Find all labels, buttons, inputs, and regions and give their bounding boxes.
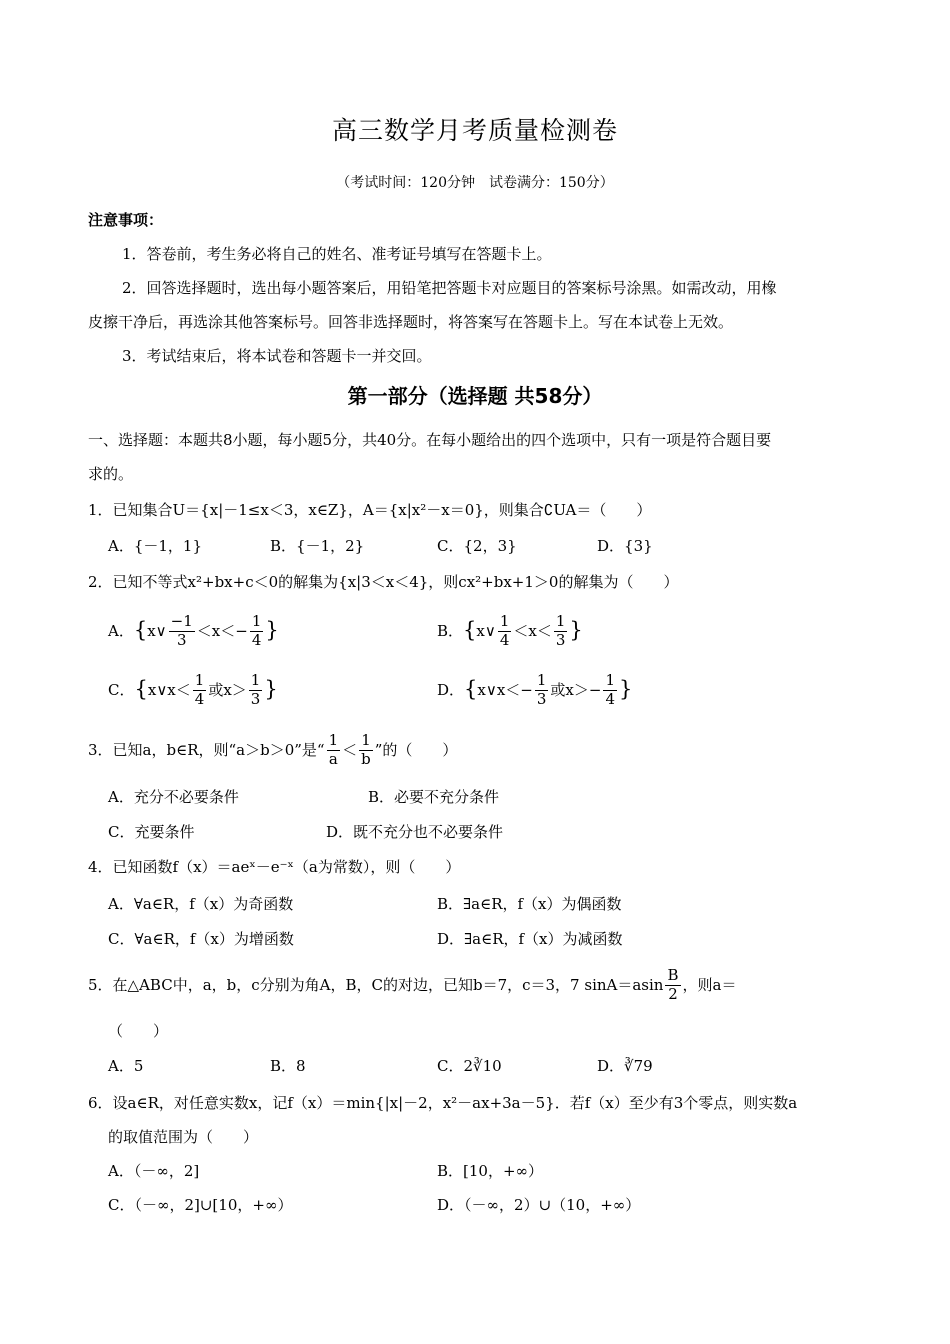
question-2-stem: 2．已知不等式x²+bx+c＜0的解集为{x|3＜x＜4}，则cx²+bx+1＞0的解集为（ ）: [88, 573, 679, 591]
fraction: [327, 732, 341, 768]
question-6-option-d: D．（－∞，2）∪（10，+∞）: [437, 1196, 641, 1214]
notice-item-2-line-2: 皮擦干净后，再选涂其他答案标号。回答非选择题时，将答案写在答题卡上。写在本试卷上无效。: [88, 313, 734, 331]
question-6-stem-line-2: 的取值范围为（ ）: [108, 1128, 259, 1146]
question-4-stem: 4．已知函数f（x）＝aeˣ－e⁻ˣ（a为常数），则（ ）: [88, 858, 461, 876]
fraction-numerator: 1: [361, 731, 371, 750]
fraction-denominator: 4: [605, 689, 615, 708]
fraction: [603, 672, 617, 708]
part1-intro-line-2: 求的。: [88, 465, 134, 483]
fraction-numerator: 1: [328, 731, 339, 750]
fraction-denominator: 3: [176, 630, 187, 649]
fraction-numerator: 1: [536, 671, 547, 690]
fraction-numerator: 1: [555, 612, 566, 631]
option-b-label: B．: [437, 622, 464, 640]
question-6-option-b: B．[10，+∞）: [437, 1162, 544, 1180]
question-3-option-c: C．充要条件: [108, 823, 195, 841]
brace-open: {: [133, 618, 148, 643]
fraction-denominator: b: [361, 749, 371, 768]
fraction-numerator: 1: [194, 671, 205, 690]
question-6-option-c: C．（－∞，2]∪[10，+∞）: [108, 1196, 293, 1214]
brace-close: }: [265, 618, 279, 643]
fraction-denominator: 3: [555, 630, 566, 649]
question-4-option-c: C．∀a∈R，f（x）为增函数: [108, 930, 294, 948]
notice-item-1: 1．答卷前，考生务必将自己的姓名、准考证号填写在答题卡上。: [122, 245, 552, 263]
question-5-option-d: D．∛79: [597, 1057, 653, 1075]
option-a-label: A．: [108, 622, 134, 640]
brace-close: }: [264, 677, 278, 702]
question-5-stem-pre: 5．在△ABC中，a，b，c分别为角A，B，C的对边，已知b＝7，c＝3，7 sinA＝asin: [88, 976, 664, 994]
question-6-stem-line-1: 6．设a∈R，对任意实数x，记f（x）＝min{|x|－2，x²－ax+3a－5}．若f（x）至少有3个零点，则实数a: [88, 1094, 798, 1112]
question-3-stem-mid: ＜: [342, 741, 358, 759]
option-b-middle: ＜x＜: [513, 622, 552, 640]
fraction-denominator: 2: [668, 984, 678, 1003]
question-5-option-b: B．8: [270, 1057, 306, 1075]
fraction-numerator: 1: [251, 612, 262, 631]
brace-open: {: [464, 677, 478, 702]
fraction-denominator: 4: [499, 630, 510, 649]
question-3-stem: [88, 728, 457, 772]
question-2-option-a: [108, 608, 279, 654]
page-title: 高三数学月考质量检测卷: [331, 116, 618, 145]
fraction-denominator: 3: [536, 689, 547, 708]
option-d-prefix: x∨x＜−: [477, 681, 533, 699]
part1-heading: 第一部分（选择题 共58分）: [347, 384, 603, 408]
part1-intro-line-1: 一、选择题：本题共8小题，每小题5分，共40分。在每小题给出的四个选项中，只有一项是符合题目要: [88, 431, 772, 449]
question-4-option-d: D．∃a∈R，f（x）为减函数: [437, 930, 623, 948]
option-d-middle: 或x＞−: [550, 681, 602, 699]
question-1-stem: 1．已知集合U＝{x|－1≤x＜3，x∈Z}，A＝{x|x²－x＝0}，则集合∁UA＝（ ）: [88, 501, 652, 519]
question-5-stem-post: ，则a＝: [682, 976, 737, 994]
fraction-numerator: −1: [170, 612, 193, 631]
notice-heading: 注意事项：: [88, 211, 164, 229]
option-c-label: C．: [108, 681, 135, 699]
question-1-option-d: D．{3}: [597, 537, 653, 555]
question-4-option-b: B．∃a∈R，f（x）为偶函数: [437, 895, 622, 913]
brace-close: }: [619, 677, 633, 702]
question-1-option-c: C．{2，3}: [437, 537, 517, 555]
question-3-option-d: D．既不充分也不必要条件: [326, 823, 504, 841]
question-3-stem-post: ”的（ ）: [374, 741, 458, 759]
fraction: [249, 672, 263, 708]
fraction-numerator: B: [667, 966, 679, 985]
notice-item-3: 3．考试结束后，将本试卷和答题卡一并交回。: [122, 347, 432, 365]
fraction: [250, 613, 264, 649]
fraction: [359, 732, 373, 768]
question-3-option-b: B．必要不充分条件: [368, 788, 500, 806]
fraction-denominator: 4: [194, 689, 205, 708]
question-5-stem: [88, 962, 736, 1008]
fraction: [665, 967, 680, 1003]
question-3-option-a: A．充分不必要条件: [108, 788, 239, 806]
option-c-middle: 或x＞: [208, 681, 247, 699]
question-5-blank: （ ）: [108, 1022, 169, 1040]
fraction-denominator: 3: [250, 689, 261, 708]
fraction: [554, 613, 568, 649]
fraction-numerator: 1: [250, 671, 261, 690]
question-6-option-a: A．（－∞，2]: [108, 1162, 200, 1180]
question-2-option-b: [437, 608, 583, 654]
option-a-prefix: x∨: [147, 622, 167, 640]
question-1-option-b: B．{－1，2}: [270, 537, 365, 555]
option-a-middle: ＜x＜−: [196, 622, 248, 640]
question-3-stem-pre: 3．已知a，b∈R，则“a＞b＞0”是“: [88, 741, 325, 759]
fraction-numerator: 1: [499, 612, 510, 631]
question-1-option-a: A．{－1，1}: [108, 537, 203, 555]
question-5-option-a: A．5: [108, 1057, 144, 1075]
brace-open: {: [134, 677, 148, 702]
question-4-option-a: A．∀a∈R，f（x）为奇函数: [108, 895, 294, 913]
question-2-option-d: [437, 667, 632, 713]
fraction-numerator: 1: [605, 671, 615, 690]
option-b-prefix: x∨: [476, 622, 496, 640]
fraction: [498, 613, 512, 649]
exam-subtitle: （考试时间：120分钟 试卷满分：150分）: [336, 175, 614, 191]
question-2-option-c: [108, 667, 278, 713]
brace-close: }: [569, 618, 583, 643]
fraction-denominator: a: [328, 749, 338, 768]
option-d-label: D．: [437, 681, 465, 699]
fraction: [535, 672, 549, 708]
option-c-prefix: x∨x＜: [147, 681, 191, 699]
fraction: [193, 672, 207, 708]
brace-open: {: [463, 618, 477, 643]
notice-item-2-line-1: 2．回答选择题时，选出每小题答案后，用铅笔把答题卡对应题目的答案标号涂黑。如需改动，用橡: [122, 279, 777, 297]
fraction: [169, 613, 195, 649]
fraction-denominator: 4: [251, 630, 262, 649]
question-5-option-c: C．2∛10: [437, 1057, 502, 1075]
